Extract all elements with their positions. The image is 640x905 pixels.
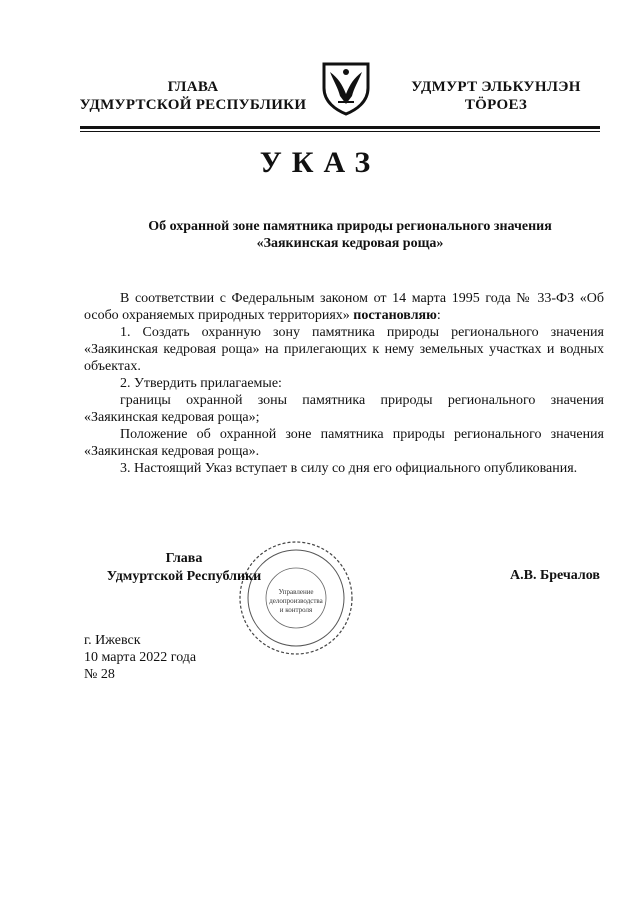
signature-title-line1: Глава: [165, 551, 203, 566]
preamble-bold: постановляю: [353, 308, 437, 323]
header-rule-thick: [80, 126, 600, 129]
paragraph-preamble: [84, 290, 604, 324]
document-subject: [100, 218, 600, 252]
paragraph-item-2a: границы охранной зоны памятника природы регионального значения «Заякинская кедровая роща»;: [84, 393, 604, 425]
paragraph-item-2: 2. Утвердить прилагаемые:: [120, 376, 282, 391]
signature-title: [84, 550, 284, 586]
header-left-line1: ГЛАВА: [167, 79, 219, 95]
svg-text:Управление: Управление: [278, 588, 314, 596]
svg-text:делопроизводства: делопроизводства: [269, 597, 323, 605]
header-rule-thin: [80, 131, 600, 132]
meta-number: № 28: [84, 667, 115, 682]
svg-text:и контроля: и контроля: [279, 606, 313, 614]
subject-line2: «Заякинская кедровая роща»: [256, 236, 444, 251]
meta-city: г. Ижевск: [84, 633, 141, 648]
preamble-text: В соответствии с Федеральным законом от 14 марта 1995 года № 33-ФЗ «Об особо охраняемых природных территориях»: [84, 291, 604, 323]
document-title: УКАЗ: [259, 146, 381, 179]
udmurtia-emblem-icon: [320, 58, 372, 116]
document-meta: [84, 632, 196, 683]
meta-date: 10 марта 2022 года: [84, 650, 197, 665]
header-left: [78, 78, 308, 114]
paragraph-item-2b: Положение об охранной зоне памятника природы регионального значения «Заякинская кедровая роща».: [84, 427, 604, 459]
preamble-end: :: [436, 308, 441, 323]
signatory-name: А.В. Бречалов: [510, 568, 600, 583]
signature-title-line2: Удмуртской Республики: [106, 569, 262, 584]
header-left-line2: УДМУРТСКОЙ РЕСПУБЛИКИ: [79, 97, 307, 113]
subject-line1: Об охранной зоне памятника природы регионального значения: [148, 219, 552, 234]
paragraph-item-1: 1. Создать охранную зону памятника природы регионального значения «Заякинская кедровая роща» на прилегающих к нему земельных участках и водных объектах.: [84, 325, 604, 374]
header-right-line1: УДМУРТ ЭЛЬКУНЛЭН: [411, 79, 581, 95]
paragraph-item-3: 3. Настоящий Указ вступает в силу со дня его официального опубликования.: [120, 461, 578, 476]
header-right: [396, 78, 596, 114]
header-right-line2: ТӦРОЕЗ: [464, 97, 528, 113]
